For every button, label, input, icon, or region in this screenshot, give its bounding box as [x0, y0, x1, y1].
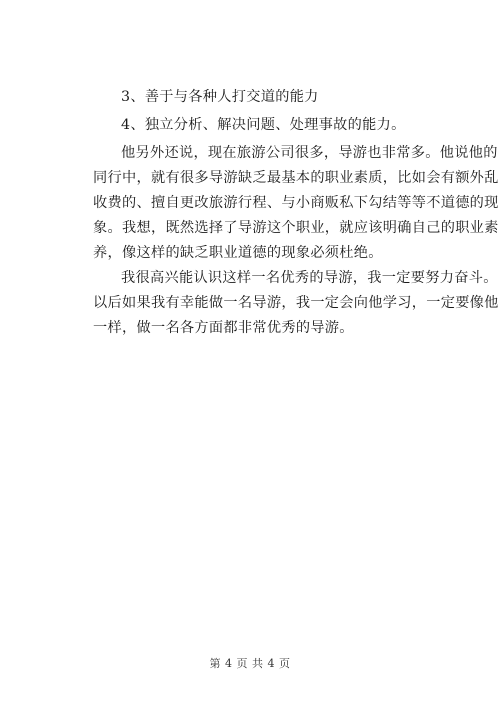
document-body [93, 88, 499, 344]
paragraph-1-line-3: 收费的、擅自更改旅游行程、与小商贩私下勾结等等不道德的现 [93, 195, 499, 211]
list-item-4: 4、独立分析、解决问题、处理事故的能力。 [121, 117, 406, 133]
paragraph-1-line-1: 他另外还说，现在旅游公司很多，导游也非常多。他说他的 [121, 145, 498, 161]
page-number-footer: 第 4 页 共 4 页 [209, 657, 291, 670]
paragraph-1-line-5: 养，像这样的缺乏职业道德的现象必须杜绝。 [93, 245, 383, 261]
paragraph-1-line-4: 象。我想，既然选择了导游这个职业，就应该明确自己的职业素 [93, 220, 499, 236]
paragraph-2-line-1: 我很高兴能认识这样一名优秀的导游，我一定要努力奋斗。 [121, 270, 498, 286]
paragraph-1-line-2: 同行中，就有很多导游缺乏最基本的职业素质，比如会有额外乱 [93, 170, 499, 186]
paragraph-2-line-2: 以后如果我有幸能做一名导游，我一定会向他学习，一定要像他 [93, 295, 499, 311]
paragraph-2-line-3: 一样，做一名各方面都非常优秀的导游。 [93, 320, 354, 336]
list-item-3: 3、善于与各种人打交道的能力 [121, 89, 319, 105]
